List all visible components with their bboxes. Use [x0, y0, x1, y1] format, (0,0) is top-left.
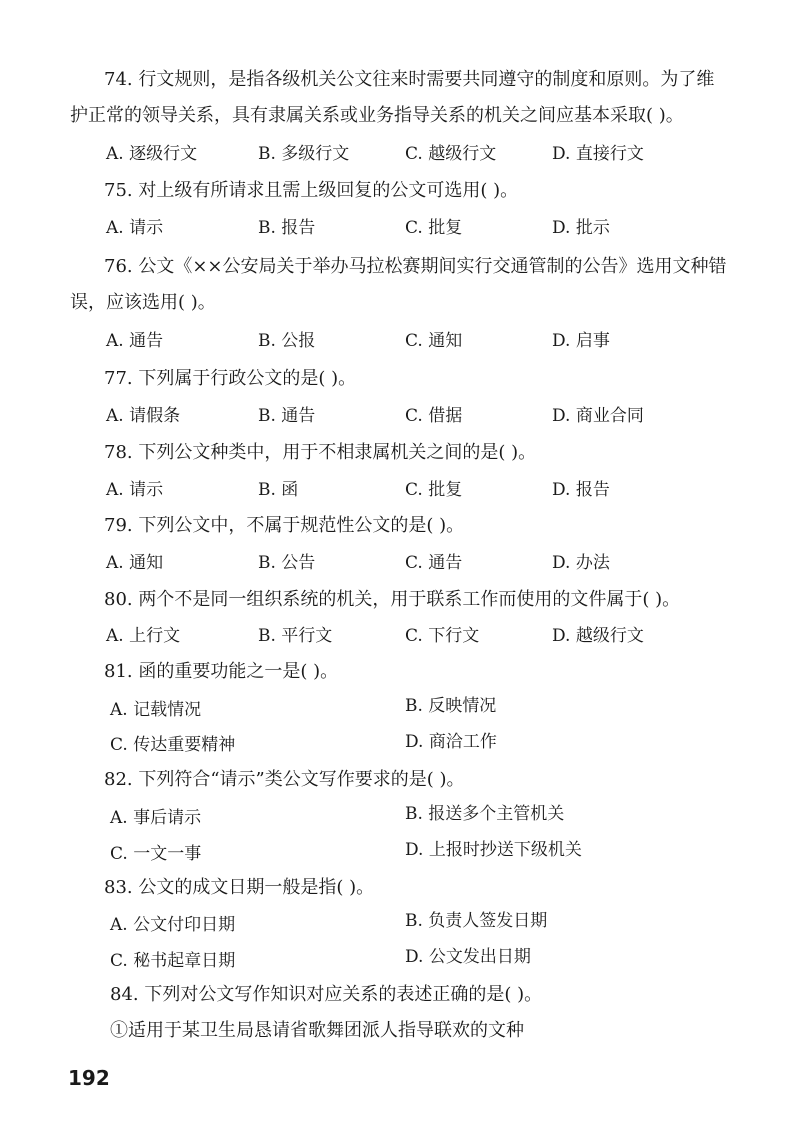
question-76-stem-line-1: 76. 公文《××公安局关于举办马拉松赛期间实行交通管制的公告》选用文种错	[104, 256, 727, 277]
question-75-option-b: B. 报告	[258, 218, 316, 238]
question-84-item-1: ①适用于某卫生局恳请省歌舞团派人指导联欢的文种	[110, 1020, 524, 1041]
question-76-option-a: A. 通告	[106, 331, 164, 351]
question-78-option-b: B. 函	[258, 480, 299, 500]
question-74-stem-line-1: 74. 行文规则，是指各级机关公文往来时需要共同遵守的制度和原则。为了维	[104, 69, 715, 90]
question-76-option-d: D. 启事	[552, 331, 610, 351]
question-79-option-d: D. 办法	[552, 553, 610, 573]
question-74-stem-line-2: 护正常的领导关系，具有隶属关系或业务指导关系的机关之间应基本采取( )。	[70, 105, 684, 126]
question-81-option-a: A. 记载情况	[110, 700, 202, 720]
question-83-option-d: D. 公文发出日期	[405, 947, 531, 967]
question-76-option-c: C. 通知	[405, 331, 463, 351]
question-75-option-a: A. 请示	[106, 218, 164, 238]
question-78-option-d: D. 报告	[552, 480, 610, 500]
question-83-option-a: A. 公文付印日期	[110, 915, 236, 935]
question-79-option-c: C. 通告	[405, 553, 463, 573]
question-81-option-d: D. 商洽工作	[405, 732, 497, 752]
question-82-option-a: A. 事后请示	[110, 808, 202, 828]
question-80-stem: 80. 两个不是同一组织系统的机关，用于联系工作而使用的文件属于( )。	[104, 589, 681, 610]
question-80-option-a: A. 上行文	[106, 626, 181, 646]
question-77-stem: 77. 下列属于行政公文的是( )。	[104, 368, 357, 389]
question-74-option-a: A. 逐级行文	[106, 144, 198, 164]
page-number: 192	[68, 1066, 110, 1090]
question-81-option-c: C. 传达重要精神	[110, 735, 236, 755]
question-74-option-c: C. 越级行文	[405, 144, 497, 164]
question-77-option-b: B. 通告	[258, 406, 316, 426]
question-75-stem: 75. 对上级有所请求且需上级回复的公文可选用( )。	[104, 180, 519, 201]
question-82-option-b: B. 报送多个主管机关	[405, 804, 565, 824]
question-77-option-a: A. 请假条	[106, 406, 181, 426]
question-74-option-d: D. 直接行文	[552, 144, 644, 164]
question-80-option-d: D. 越级行文	[552, 626, 644, 646]
question-75-option-d: D. 批示	[552, 218, 610, 238]
question-82-option-c: C. 一文一事	[110, 844, 202, 864]
question-75-option-c: C. 批复	[405, 218, 463, 238]
question-79-option-a: A. 通知	[106, 553, 164, 573]
question-83-stem: 83. 公文的成文日期一般是指( )。	[104, 877, 375, 898]
question-80-option-b: B. 平行文	[258, 626, 333, 646]
question-82-option-d: D. 上报时抄送下级机关	[405, 840, 582, 860]
question-78-stem: 78. 下列公文种类中，用于不相隶属机关之间的是( )。	[104, 442, 537, 463]
question-84-stem: 84. 下列对公文写作知识对应关系的表述正确的是( )。	[110, 984, 543, 1005]
question-79-option-b: B. 公告	[258, 553, 316, 573]
question-78-option-a: A. 请示	[106, 480, 164, 500]
question-81-option-b: B. 反映情况	[405, 696, 497, 716]
question-78-option-c: C. 批复	[405, 480, 463, 500]
question-81-stem: 81. 函的重要功能之一是( )。	[104, 661, 339, 682]
question-83-option-b: B. 负责人签发日期	[405, 911, 548, 931]
question-83-option-c: C. 秘书起章日期	[110, 951, 236, 971]
question-82-stem: 82. 下列符合“请示”类公文写作要求的是( )。	[104, 769, 465, 790]
question-77-option-c: C. 借据	[405, 406, 463, 426]
question-77-option-d: D. 商业合同	[552, 406, 644, 426]
question-76-stem-line-2: 误，应该选用( )。	[70, 292, 216, 313]
question-79-stem: 79. 下列公文中，不属于规范性公文的是( )。	[104, 515, 465, 536]
question-76-option-b: B. 公报	[258, 331, 316, 351]
question-80-option-c: C. 下行文	[405, 626, 480, 646]
question-74-option-b: B. 多级行文	[258, 144, 350, 164]
